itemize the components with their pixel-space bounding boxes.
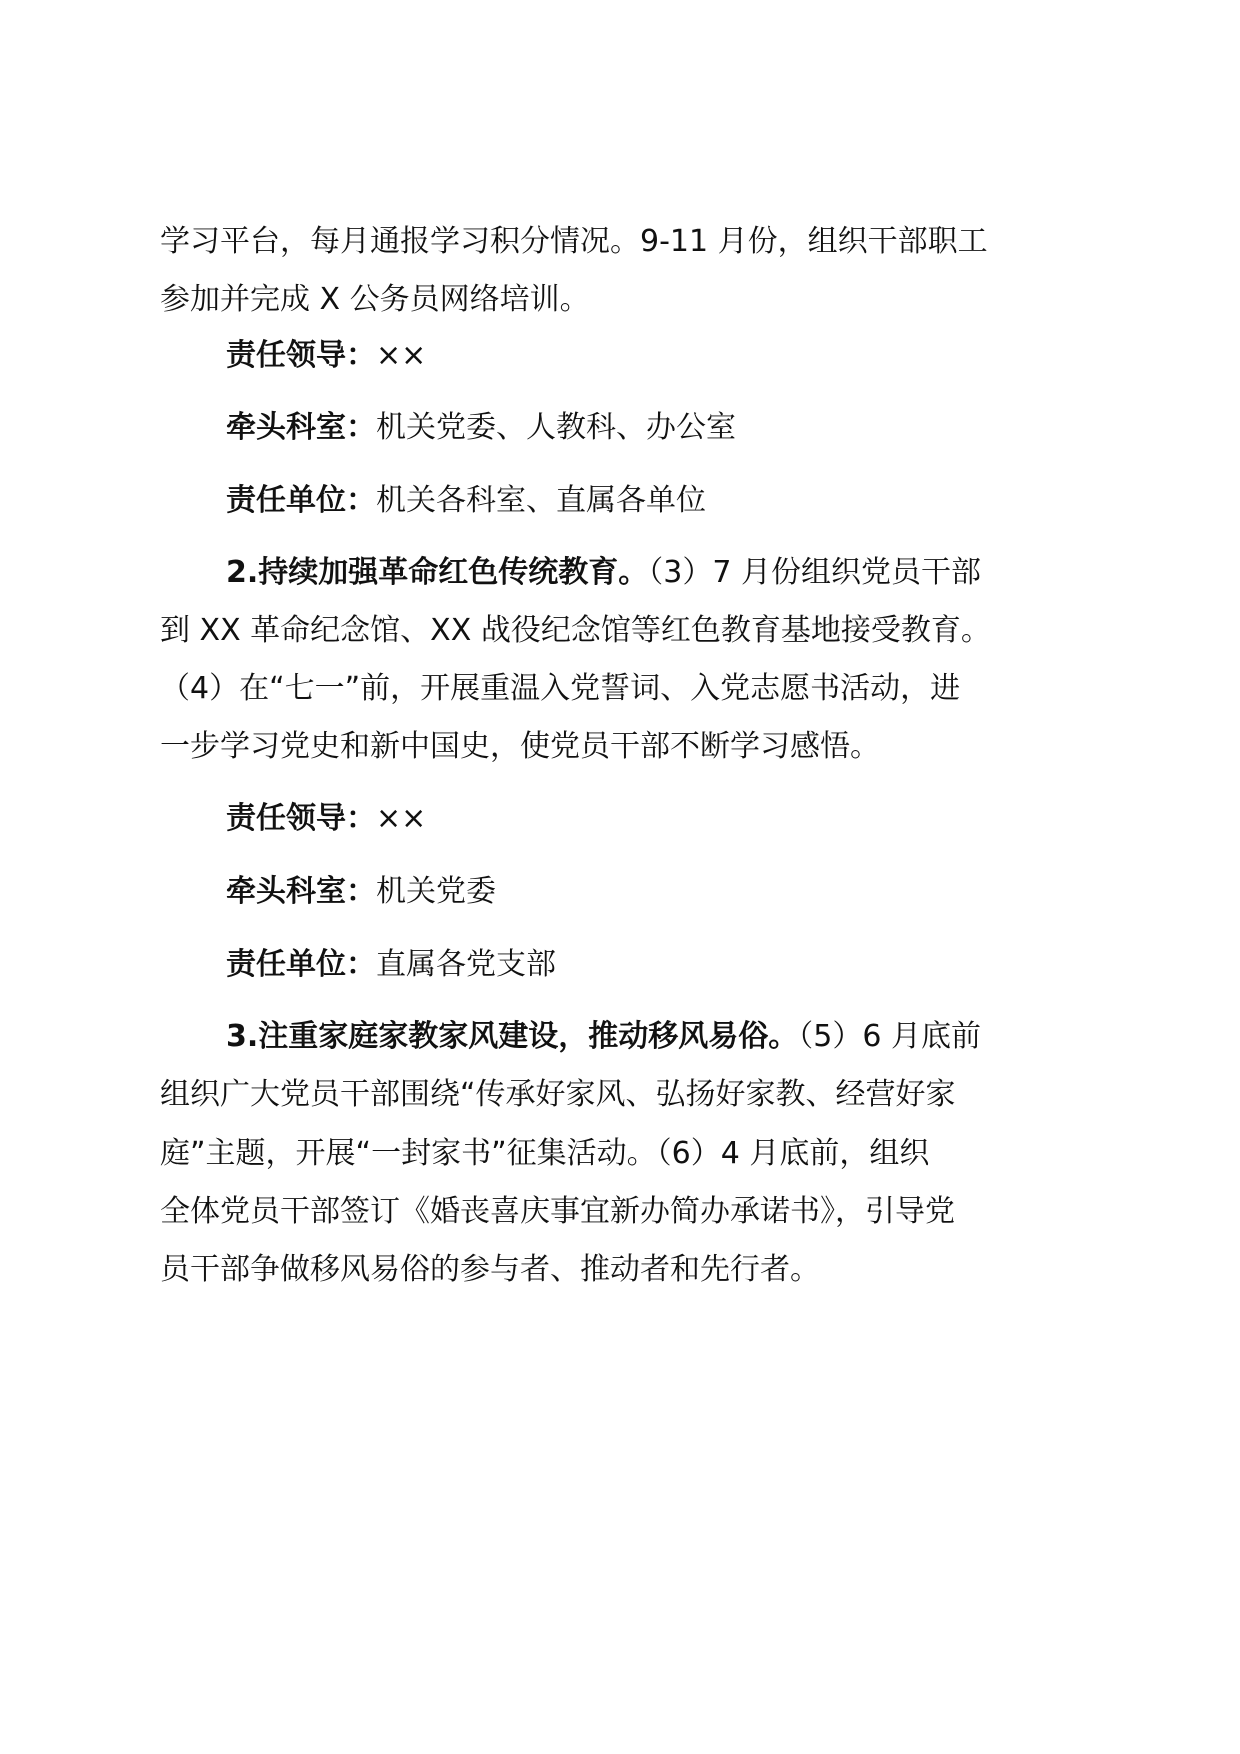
- block1-dept-row: [226, 408, 736, 448]
- dept-value: 机关党委、人教科、办公室: [376, 410, 736, 445]
- leader-label: 责任领导：: [226, 801, 376, 836]
- dept-value: 机关党委: [376, 874, 496, 909]
- para2-line3: （4）在“七一”前，开展重温入党誓词、入党志愿书活动，进: [160, 671, 961, 706]
- dept-label: 牵头科室：: [226, 410, 376, 445]
- para3-heading: 3.注重家庭家教家风建设，推动移风易俗。: [226, 1019, 799, 1054]
- para2-line2: 到 XX 革命纪念馆、XX 战役纪念馆等红色教育基地接受教育。: [160, 613, 991, 648]
- block2-unit-row: [226, 945, 556, 985]
- para3-line1: [226, 1017, 981, 1057]
- para3-line5: 员干部争做移风易俗的参与者、推动者和先行者。: [160, 1252, 820, 1287]
- para2-heading: 2.持续加强革命红色传统教育。: [226, 555, 649, 590]
- para3-line3: 庭”主题，开展“一封家书”征集活动。（6）4 月底前，组织: [160, 1136, 930, 1171]
- block1-leader-row: [226, 336, 426, 376]
- para2-line1: [226, 553, 981, 593]
- para1-line1: 学习平台，每月通报学习积分情况。9-11 月份，组织干部职工: [160, 224, 988, 259]
- para3-line1-rest: （5）6 月底前: [798, 1019, 981, 1054]
- block2-leader-row: [226, 799, 426, 839]
- dept-label: 牵头科室：: [226, 874, 376, 909]
- leader-value: ××: [376, 338, 427, 373]
- leader-value: ××: [376, 801, 427, 836]
- unit-label: 责任单位：: [226, 483, 376, 518]
- para2-line4: 一步学习党史和新中国史，使党员干部不断学习感悟。: [160, 729, 880, 764]
- para2-line1-rest: （3）7 月份组织党员干部: [648, 555, 981, 590]
- block1-unit-row: [226, 481, 706, 521]
- para3-line2: 组织广大党员干部围绕“传承好家风、弘扬好家教、经营好家: [160, 1077, 956, 1112]
- unit-value: 机关各科室、直属各单位: [376, 483, 706, 518]
- leader-label: 责任领导：: [226, 338, 376, 373]
- para1-line2: 参加并完成 X 公务员网络培训。: [160, 282, 590, 317]
- unit-label: 责任单位：: [226, 947, 376, 982]
- block2-dept-row: [226, 872, 496, 912]
- unit-value: 直属各党支部: [376, 947, 556, 982]
- para3-line4: 全体党员干部签订《婚丧喜庆事宜新办简办承诺书》，引导党: [160, 1194, 955, 1229]
